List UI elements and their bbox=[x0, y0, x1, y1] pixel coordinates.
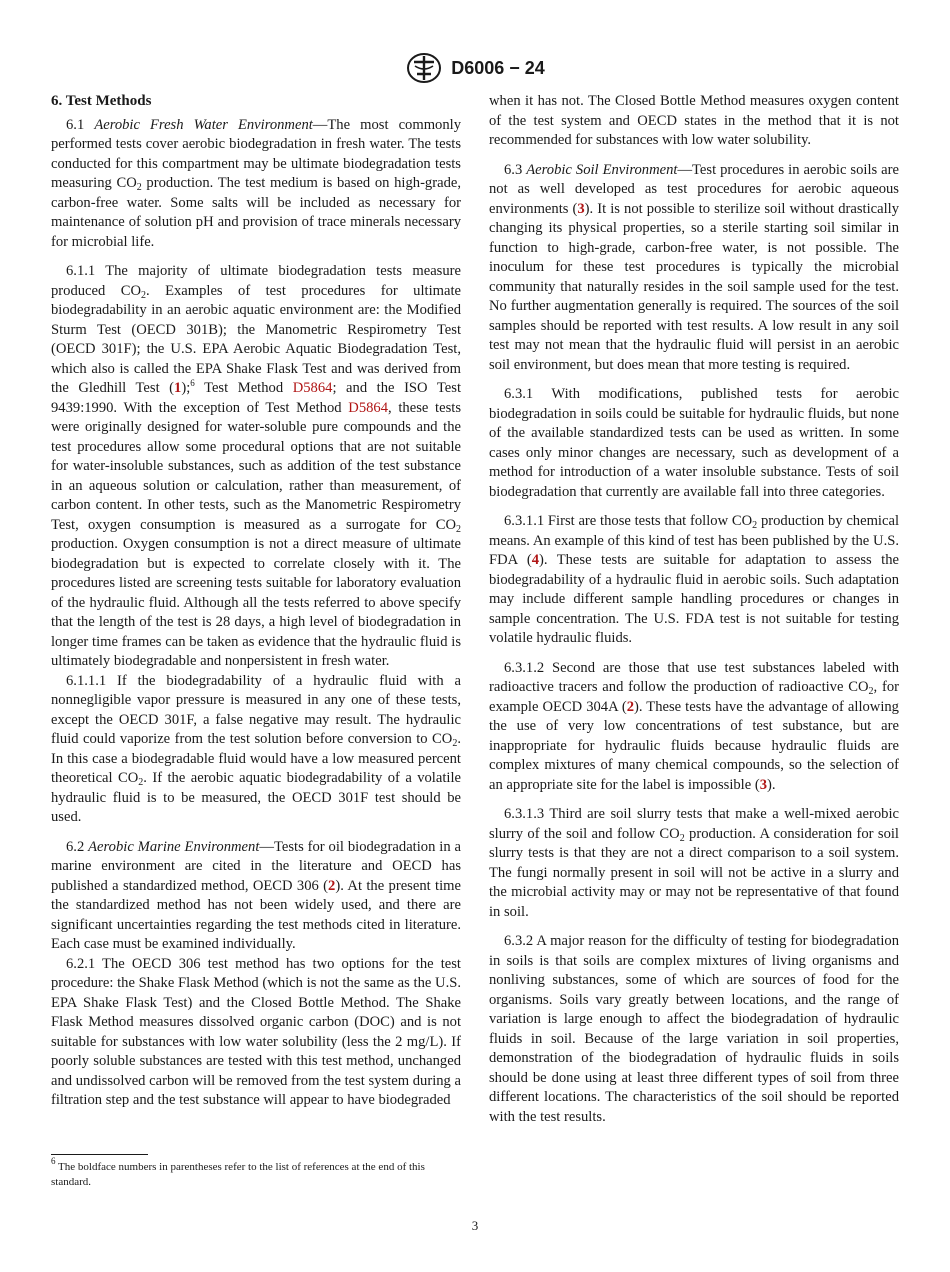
footnote-number: 6 bbox=[51, 1156, 56, 1166]
standard-link-d5864[interactable]: D5864 bbox=[292, 380, 333, 396]
reference-link[interactable]: 1 bbox=[174, 380, 182, 396]
reference-link[interactable]: 2 bbox=[328, 877, 336, 894]
paragraph-6-2-1-part1: 6.2.1 The OECD 306 test method has two options for the test procedure: the Shake Flask Method (which is not the same as the U.S. EPA Shake Flask Test) and the Closed Bottle Method. The Shake Flask Method measures dissolved organic carbon (DOC) and is not suitable for substances with low water solubility (less the 2 mg/L). If poorly soluble substances are tested with this test method, unchanged and undissolved carbon will be removed from the test system during a filtration step and the test substance will appear to have biodegraded bbox=[51, 955, 461, 1108]
page-header bbox=[0, 52, 950, 86]
paragraph-6-1-1-1: 6.1.1.1 If the biodegradability of a hydraulic fluid with a nonnegligible vapor pressure is measured in any one of these tests, except the OECD 301F, a false negative may result. The hydraulic fluid could vaporize from the test solution before conversion to $CO_2$. In this case a biodegradable fluid would have a low measured percent theoretical $CO_2$. If the aerobic aquatic biodegradability of a volatile hydraulic fluid is to be measured, the OECD 301F test should be used. bbox=[51, 672, 461, 825]
standard-link-d5864[interactable]: D5864 bbox=[348, 399, 389, 416]
footnote: $^6$ The boldface numbers in parentheses refer to the list of references at the end of this standard. bbox=[51, 1156, 425, 1188]
astm-logo-icon bbox=[405, 52, 443, 84]
footnote-marker: 6 bbox=[190, 378, 195, 388]
section-heading: 6. Test Methods bbox=[51, 93, 152, 109]
page-number: 3 bbox=[471, 1218, 479, 1233]
paragraph-6-3-1-2: 6.3.1.2 Second are those that use test substances labeled with radioactive tracers and follow the production of radioactive $CO_2$, for example OECD 304A (2). These tests have the advantage of allowing the use of very low concentrations of test substance, but are inappropriate for hydraulic fluids because hydraulic fluids are complex mixtures of many chemical compounds, so the selection of an appropriate site for the label is impossible (3). bbox=[489, 659, 899, 793]
paragraph-6-3-1-1: 6.3.1.1 First are those tests that follow $CO_2$ production by chemical means. An example of this kind of test has been published by the U.S. FDA (4). These tests are suitable for adaptation to assess the biodegradability of a hydraulic fluid in aerobic soils. Such adaptation may include different sample handling procedures or changes in sample concentration. The U.S. FDA test is not suitable for testing volatile hydraulic fluids. bbox=[489, 513, 900, 646]
subsection-title: Aerobic Marine Environment bbox=[88, 838, 260, 855]
paragraph-6-3-1: 6.3.1 With modifications, published tests for aerobic biodegradation in soils could be suitable for hydraulic fluids, but none of the available standardized tests can be used as written. In some cases only minor changes are necessary, such as development of a method for introduction of a water insoluble substance. Tests of soil biodegradation that currently are available fall into three categories. bbox=[489, 386, 899, 500]
paragraph-6-1-1: 6.1.1 The majority of ultimate biodegradation tests measure produced $CO_2$. Examples of test procedures for ultimate biodegradability in an aerobic aquatic environment are: the Modified Sturm Test (OECD 301B); the Manometric Respirometry Test (OECD 301F); the U.S. EPA Aerobic Aquatic Biodegradation Test, which also is called the EPA Shake Flask Test and was derived from the Gledhill Test (1);$^6$ Test Method D5864; and the ISO Test 9439:1990. With the exception of Test Method D5864, these tests were originally designed for water-soluble pure compounds and the test procedures allow some procedural options that are not suitable for water-insoluble substances, such as addition of the test substance in an aqueous solution or calculation, rather than measurement, of carbon content. In other tests, such as the Manometric Respirometry Test, oxygen consumption is measured as a surrogate for $CO_2$ production. Oxygen consumption is not a direct measure of ultimate biodegradation but is expected to correlate closely with it. The procedures listed are screening tests suitable for laboratory evaluation of the hydraulic fluid. Although all the tests referred to above specify that the length of the test is 28 days, a high level of biodegradation in longer time frames can be taken as evidence that the hydraulic fluid is ultimately biodegradable and nonpersistent in fresh water. bbox=[51, 263, 461, 669]
reference-link[interactable]: 3 bbox=[759, 776, 768, 793]
subsection-title: Aerobic Fresh Water Environment bbox=[94, 116, 313, 133]
left-column bbox=[51, 92, 461, 1111]
paragraph-6-3-2: 6.3.2 A major reason for the difficulty of testing for biodegradation in soils is that soils are complex mixtures of living organisms and nonliving substances, some of which are sources of food for the organisms. Soils vary greatly between locations, and the range of variation is large enough to affect the biodegradation of hydraulic fluids in soil. Because of the large variation in soil properties, demonstration of the biodegradation of hydraulic fluids in soils should be done using at least three different types of soil from three different locations. The characteristics of the soil should be reported with the test results. bbox=[489, 933, 899, 1125]
footnote-divider bbox=[51, 1154, 148, 1155]
reference-link[interactable]: 2 bbox=[626, 698, 635, 715]
right-column bbox=[489, 92, 899, 1127]
paragraph-6-2: 6.2 Aerobic Marine Environment—Tests for oil biodegradation in a marine environment are cited in the literature and OECD has published a standardized method, OECD 306 (2). At the present time the standardized method has not been widely used, and there are significant uncertainties regarding the test methods cited in literature. Each case must be examined individually. bbox=[51, 838, 461, 952]
paragraph-6-1: 6.1 Aerobic Fresh Water Environment—The most commonly performed tests cover aerobic biodegradation in fresh water. The tests conducted for this compartment may be ultimate biodegradation tests measuring $CO_2$ production. The test medium is based on high-grade, carbon-free water. Some salts will be included as necessary for maintenance of solution pH and provision of trace minerals necessary for microbial life. bbox=[51, 116, 461, 250]
reference-link[interactable]: 4 bbox=[531, 552, 540, 568]
paragraph-6-3: 6.3 Aerobic Soil Environment—Test procedures in aerobic soils are not as well developed as test procedures for aerobic aqueous environments (3). It is not possible to sterilize soil without drastically changing its physical properties, so a sterile starting soil similar in function to high-grade, carbon-free water, is not possible. The inoculum for these test procedures is typically the microbial community that naturally resides in the soil sample used for the test. No further augmentation generally is required. The sources of the soil samples should be reported with test results. A low result in any soil test may not mean that the hydraulic fluid will persist in an aerobic soil environment, but does mean that more testing is required. bbox=[489, 161, 899, 373]
paragraph-6-2-1-part2: when it has not. The Closed Bottle Method measures oxygen content of the test system and OECD states in the method that it is not recommended for substances with low water solubility. bbox=[489, 93, 899, 148]
paragraph-6-3-1-3: 6.3.1.3 Third are soil slurry tests that make a well-mixed aerobic slurry of the soil and follow $CO_2$ production. A consideration for soil slurry tests is that they are not a direct comparison to a soil system. The fungi normally present in soil will not be active in a slurry and the microbial activity may or may not be representative of that found in soil. bbox=[489, 806, 899, 920]
subsection-title: Aerobic Soil Environment bbox=[526, 161, 678, 178]
standard-designation: D6006 − 24 bbox=[451, 57, 545, 78]
reference-link[interactable]: 3 bbox=[577, 200, 585, 217]
